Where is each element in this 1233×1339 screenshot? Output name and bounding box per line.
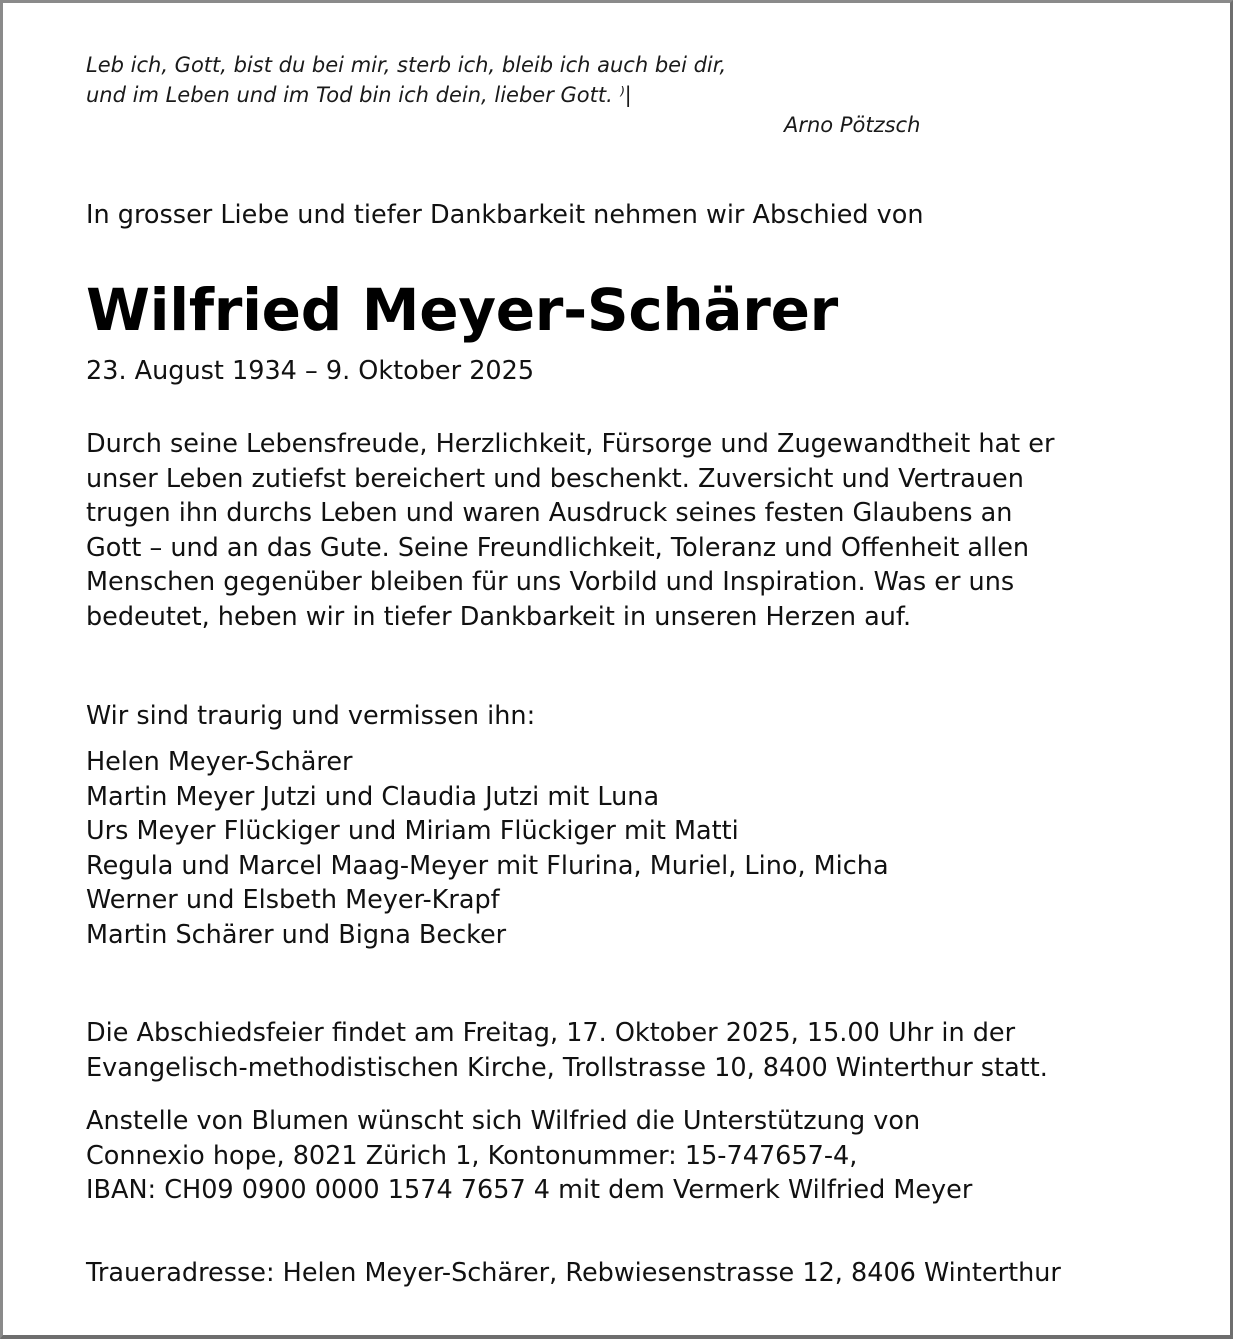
list-item: Werner und Elsbeth Meyer-Krapf — [86, 885, 500, 916]
ceremony-line: Evangelisch-methodistischen Kirche, Trollstrasse 10, 8400 Winterthur statt. — [86, 1052, 1048, 1083]
life-dates: 23. August 1934 – 9. Oktober 2025 — [86, 356, 535, 386]
mourners-heading: Wir sind traurig und vermissen ihn: — [86, 701, 536, 731]
donation-info — [86, 1104, 972, 1208]
donation-line: IBAN: CH09 0900 0000 1574 7657 4 mit dem Vermerk Wilfried Meyer — [86, 1175, 973, 1206]
quote-author: Arno Pötzsch — [784, 113, 921, 137]
tribute-paragraph — [86, 427, 1054, 635]
ceremony-line: Die Abschiedsfeier findet am Freitag, 17. Oktober 2025, 15.00 Uhr in der — [86, 1018, 1016, 1048]
list-item: Helen Meyer-Schärer — [86, 747, 353, 777]
tribute-line: Menschen gegenüber bleiben für uns Vorbild und Inspiration. Was er uns — [86, 567, 1015, 598]
mourning-address: Traueradresse: Helen Meyer-Schärer, Rebwiesenstrasse 12, 8406 Winterthur — [86, 1258, 1061, 1288]
list-item: Martin Schärer und Bigna Becker — [86, 919, 507, 950]
list-item: Urs Meyer Flückiger und Miriam Flückiger mit Matti — [86, 816, 739, 847]
list-item: Martin Meyer Jutzi und Claudia Jutzi mit Luna — [86, 781, 660, 812]
tribute-line: unser Leben zutiefst bereichert und beschenkt. Zuversicht und Vertrauen — [86, 463, 1024, 494]
quote-line: und im Leben und im Tod bin ich dein, lieber Gott. ⁾| — [86, 83, 632, 107]
tribute-line: Gott – und an das Gute. Seine Freundlichkeit, Toleranz und Offenheit allen — [86, 532, 1030, 563]
deceased-name: Wilfried Meyer-Schärer — [86, 276, 838, 344]
tribute-line: bedeutet, heben wir in tiefer Dankbarkeit in unseren Herzen auf. — [86, 601, 912, 632]
donation-line: Connexio hope, 8021 Zürich 1, Kontonummer: 15-747657-4, — [86, 1140, 858, 1171]
intro-text: In grosser Liebe und tiefer Dankbarkeit nehmen wir Abschied von — [86, 200, 924, 230]
quote-line: Leb ich, Gott, bist du bei mir, sterb ich, bleib ich auch bei dir, — [86, 53, 727, 77]
list-item: Regula und Marcel Maag-Meyer mit Flurina, Muriel, Lino, Micha — [86, 850, 889, 881]
tribute-line: trugen ihn durchs Leben und waren Ausdruck seines festen Glaubens an — [86, 498, 1013, 529]
tribute-line: Durch seine Lebensfreude, Herzlichkeit, Fürsorge und Zugewandtheit hat er — [86, 429, 1055, 459]
mourners-list — [86, 745, 889, 953]
ceremony-info — [86, 1016, 1048, 1085]
bible-quote — [86, 50, 726, 110]
donation-line: Anstelle von Blumen wünscht sich Wilfried die Unterstützung von — [86, 1106, 921, 1136]
